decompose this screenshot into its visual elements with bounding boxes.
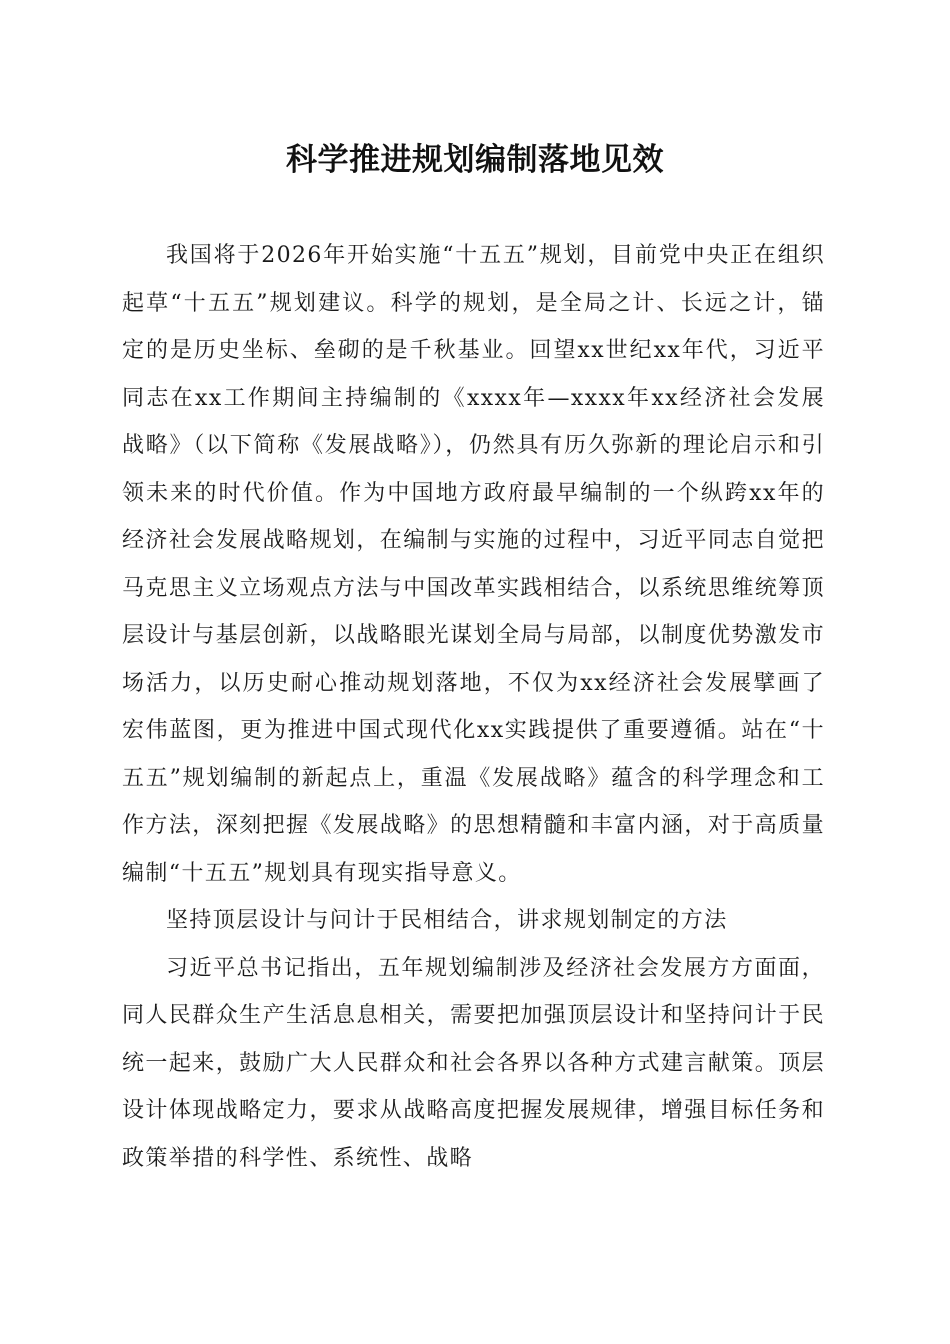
paragraph-intro: 我国将于2026年开始实施“十五五”规划，目前党中央正在组织起草“十五五”规划建议。科学的规划，是全局之计、长远之计，锚定的是历史坐标、垒砌的是千秋基业。回望xx世纪xx年代，习近平同志在xx工作期间主持编制的《xxxx年—xxxx年xx经济社会发展战略》（以下简称《发展战略》），仍然具有历久弥新的理论启示和引领未来的时代价值。作为中国地方政府最早编制的一个纵跨xx年的经济社会发展战略规划，在编制与实施的过程中，习近平同志自觉把马克思主义立场观点方法与中国改革实践相结合，以系统思维统筹顶层设计与基层创新，以战略眼光谋划全局与局部，以制度优势激发市场活力，以历史耐心推动规划落地，不仅为xx经济社会发展擘画了宏伟蓝图，更为推进中国式现代化xx实践提供了重要遵循。站在“十五五”规划编制的新起点上，重温《发展战略》蕴含的科学理念和工作方法，深刻把握《发展战略》的思想精髓和丰富内涵，对于高质量编制“十五五”规划具有现实指导意义。 <box>122 243 825 886</box>
section-heading: 坚持顶层设计与问计于民相结合，讲求规划制定的方法 <box>166 908 728 933</box>
document-body <box>122 232 825 1182</box>
paragraph-section-1: 习近平总书记指出，五年规划编制涉及经济社会发展方方面面，同人民群众生产生活息息相关，需要把加强顶层设计和坚持问计于民统一起来，鼓励广大人民群众和社会各界以各种方式建言献策。顶层设计体现战略定力，要求从战略高度把握发展规律，增强目标任务和政策举措的科学性、系统性、战略 <box>122 955 825 1171</box>
document-title: 科学推进规划编制落地见效 <box>286 142 664 178</box>
